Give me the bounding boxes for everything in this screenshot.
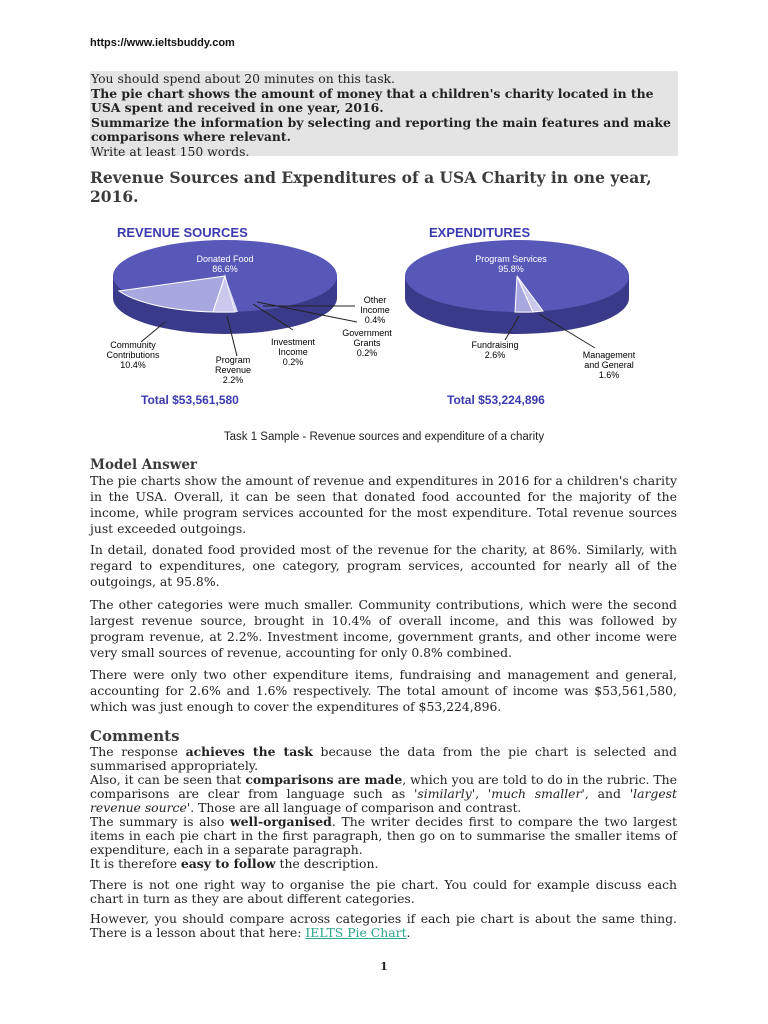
value-government: 0.2% <box>356 348 378 358</box>
comment-6: However, you should compare across categories if each pie chart is about the same thing. There is a lesson about that here: IELTS Pie Chart. <box>90 911 677 941</box>
answer-paragraph-2: In detail, donated food provided most of the revenue for the charity, at 86%. Similarly, with regard to expenditures, one category, program services, accounted for nearly all of the outgoings, at 95.8%. <box>90 542 677 589</box>
comments-heading: Comments <box>90 727 180 745</box>
label-investment-1: Investment <box>270 337 316 347</box>
label-other-1: Other <box>363 295 387 305</box>
answer-paragraph-3: The other categories were much smaller. Community contributions, which were the second largest revenue source, brought in 10.4% of overall income, and this was followed by program revenue, at 2.2%. Investment income, government grants, and other income were very small sources of revenue, accounting for only 0.8% combined. <box>90 597 677 660</box>
label-management-2: and General <box>584 360 634 370</box>
page-number: 1 <box>380 960 388 973</box>
label-other-2: Income <box>360 305 390 315</box>
label-investment-2: Income <box>278 347 308 357</box>
task-line-1: You should spend about 20 minutes on this task. <box>91 71 395 86</box>
label-program-revenue-2: Revenue <box>214 365 252 375</box>
label-program-revenue-1: Program <box>215 355 251 365</box>
figure-caption: Task 1 Sample - Revenue sources and expenditure of a charity <box>223 431 545 443</box>
value-donated-food: 86.6% <box>212 264 238 274</box>
value-investment: 0.2% <box>282 357 304 367</box>
label-government-2: Grants <box>353 338 381 348</box>
expenditure-pie <box>405 225 636 407</box>
value-program-services: 95.8% <box>498 264 524 274</box>
task-instructions-box <box>90 71 678 159</box>
answer-paragraph-1: The pie charts show the amount of revenue and expenditures in 2016 for a children's charity in the USA. Overall, it can be seen that donated food accounted for the majority of the income, while program services accounted for the most expenditure. Total revenue sources just exceeded outgoings. <box>90 473 677 536</box>
label-government-1: Government <box>342 328 392 338</box>
label-community-1: Community <box>110 340 156 350</box>
ielts-pie-chart-link[interactable]: IELTS Pie Chart <box>305 925 407 941</box>
site-url[interactable]: https://www.ieltsbuddy.com <box>90 37 235 49</box>
pie-charts-svg <box>95 218 675 418</box>
task-line-2: The pie chart shows the amount of money that a children's charity located in the USA spent and received in one year, 2016. <box>91 85 654 115</box>
revenue-total: Total $53,561,580 <box>141 393 239 407</box>
revenue-pie <box>106 225 392 407</box>
comment-4: It is therefore easy to follow the description. <box>90 856 379 871</box>
value-program-revenue: 2.2% <box>222 375 244 385</box>
value-community: 10.4% <box>120 360 146 370</box>
comment-1: The response achieves the task because the data from the pie chart is selected and summarised appropriately. <box>90 744 677 774</box>
expenditure-total: Total $53,224,896 <box>447 393 545 407</box>
comment-2: Also, it can be seen that comparisons are made, which you are told to do in the rubric. The comparisons are clear from language such as 'similarly', 'much smaller', and 'largest revenue source'. Those are all language of comparison and contrast. <box>90 772 677 816</box>
pie-charts-figure <box>95 218 675 418</box>
comment-3: The summary is also well-organised. The writer decides first to compare the two largest items in each pie chart in the first paragraph, then go on to summarise the smaller items of expenditure, each in a separate paragraph. <box>90 814 677 858</box>
label-management-1: Management <box>582 350 636 360</box>
task-line-3: Summarize the information by selecting and reporting the main features and make comparisons where relevant. <box>91 114 671 144</box>
label-program-services: Program Services <box>475 254 547 264</box>
label-fundraising: Fundraising <box>471 340 519 350</box>
comment-5: There is not one right way to organise the pie chart. You could for example discuss each chart in turn as they are about different categories. <box>90 877 677 907</box>
label-community-2: Contributions <box>106 350 160 360</box>
chart-title: Revenue Sources and Expenditures of a USA Charity in one year, 2016. <box>90 168 652 206</box>
expenditure-title: EXPENDITURES <box>429 225 531 240</box>
label-donated-food: Donated Food <box>196 254 254 264</box>
answer-paragraph-4: There were only two other expenditure items, fundraising and management and general, accounting for 2.6% and 1.6% respectively. The total amount of income was $53,561,580, which was just enough to cover the expenditures of $53,224,896. <box>90 667 677 714</box>
revenue-title: REVENUE SOURCES <box>117 225 248 240</box>
model-answer-heading: Model Answer <box>90 457 198 473</box>
value-management: 1.6% <box>598 370 620 380</box>
task-line-4: Write at least 150 words. <box>91 143 250 159</box>
value-fundraising: 2.6% <box>484 350 506 360</box>
value-other: 0.4% <box>364 315 386 325</box>
